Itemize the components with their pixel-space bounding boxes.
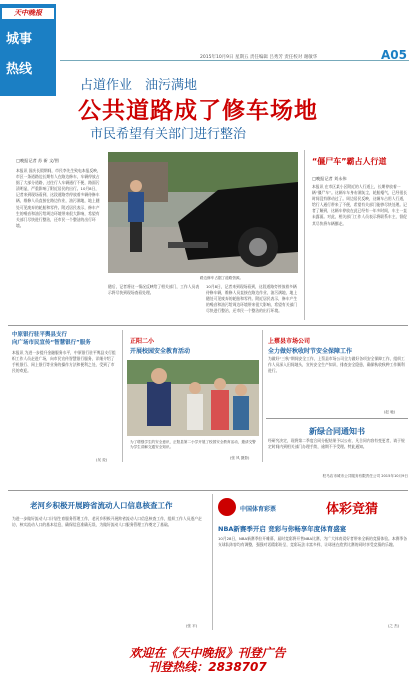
- ad-banner: [0, 634, 415, 674]
- ad-line-1: 欢迎在《天中晚报》刊登广告: [129, 646, 286, 660]
- bottom-left-body: 为进一步做好流动人口计划生育服务管理工作，老河乡积极开展跨省流动人口信息核查工作，组织工作人员逐户走访，核实流动人口的基本信息，确保信息准确无误，为做好流动人口服务管理工作奠定了基础。: [12, 516, 202, 528]
- notice-signature: 驻马店市城市公共服务有限责任公司 2015年10月9日: [322, 474, 408, 478]
- mid1-subtitle: 向广场市民宣传“智慧银行”服务: [12, 340, 91, 346]
- section-badge: [0, 4, 56, 96]
- lottery-logo: [218, 498, 236, 516]
- notice-body: 经研究决定，现将第二季度合同分配结果予以公布，凡合同内容有变更者，请于规定时间内到相关部门办理手续，逾期不予受理。特此通知。: [268, 438, 405, 450]
- bottom-left-byline: (张 平): [186, 624, 198, 628]
- bottom-left-title: 老河乡积极开展跨省流动人口信息核查工作: [30, 501, 173, 510]
- lottery-banner-title: 体彩竞猜: [326, 502, 379, 517]
- side-title: “僵尸车”霸占人行道: [312, 157, 387, 166]
- lead-body-col2: 随后，记者将这一情况反映给了相关部门，工作人员表示将尽快到现场查看处理。: [108, 284, 200, 296]
- lead-body-col3: 10月8日，记者来到现场看到，这段道路旁停放着多辆待修车辆，维修人员直接在路边作业，油污满地，地上随处可见废弃的轮胎和零件。附近居民表示，修车产生的噪音和油污给周边环境带来很大影响，希望有关部门尽快进行整治，还市民一个整洁的出行环境。: [206, 284, 298, 314]
- mid3-body: 为做好“三秋”期间安全工作，上蔡县市场公司全力做好各项安全保障工作，组织工作人员深入田间地头，宣传安全生产知识，排查安全隐患，确保秋收秋种工作顺利进行。: [268, 356, 405, 374]
- dateline: 2015年10月9日 星期五 责任编辑 吕秀芳 责任校对 谢敏华: [200, 55, 318, 60]
- sports-byline: (之 杰): [388, 624, 400, 628]
- lead-byline: □晚报记者 苏 新 文/图: [16, 158, 59, 163]
- lead-kicker: 占道作业 油污满地: [80, 78, 198, 93]
- side-body: 本报讯 在市区某小区附近的人行道上，长期停放着一辆“僵尸车”。这辆车车身布满灰尘，轮胎瘪气，已经很长时间没有移动过了。周边居民反映，这辆车占用人行道，给行人通行带来了不便，希望有关部门能够尽快处理。记者了解到，这辆车停放在此已经有一年多时间，车主一直未露面。对此，相关部门工作人员表示将联系车主，督促其尽快将车辆挪走。: [312, 184, 408, 226]
- side-byline: □晚报记者 刘永伟: [312, 176, 347, 181]
- mid2-caption: 为了增强学生的安全意识，正阳县第二小学开展了校园安全教育活动，邀请交警为学生讲解交通安全知识。: [130, 440, 256, 449]
- ad-line-2: 刊登热线：2838707: [148, 660, 267, 674]
- page-number: A05: [381, 48, 407, 62]
- lead-subhead: 市民希望有关部门进行整治: [90, 127, 247, 142]
- sports-title: NBA新赛季开启 竞彩与你畅享年度体育盛宴: [218, 525, 347, 533]
- section-name-2: 热线: [6, 62, 33, 77]
- lead-photo-caption: 路边修车占据了道路资源。: [200, 276, 244, 280]
- lead-headline: 公共道路成了修车场地: [78, 98, 318, 124]
- mid1-byline: (吴 荧): [96, 458, 108, 462]
- header-rule: [60, 60, 409, 61]
- mid1-body: 本报讯 为进一步提升金融服务水平，中原银行驻平舆县支行组织工作人员走进广场，向市民宣传智慧银行服务，详细介绍了手机银行、网上银行等业务的操作方法和便利之处，受到了市民的欢迎。: [12, 350, 116, 374]
- lottery-banner: 中国体育彩票: [240, 506, 277, 513]
- mid1-title: 中原银行驻平舆县支行: [12, 332, 68, 338]
- lead-body-col1: 本报讯 国庆长假期间，市民李先生致电本报反映，市区一条道路边长期有人在路边修车，车辆停放占据了大部分道路，过往行人车辆通行不便，路面污渍明显，严重影响了附近居民的出行。10月8日，记者来到现场看到，这段道路旁停放着多辆待修车辆，维修人员直接在路边作业，油污满地，地上随处可见废弃的轮胎和零件。附近居民表示，修车产生的噪音和油污给周边环境带来很大影响，希望有关部门尽快进行整治，还市民一个整洁的出行环境。: [16, 168, 101, 228]
- mid2-photo: [127, 360, 259, 436]
- mid2-title: 正阳二小: [130, 338, 155, 345]
- mid2-byline: (张 风 摄影): [230, 456, 250, 460]
- lead-photo: [108, 152, 298, 273]
- sports-body: 10月28日，NBA新赛季拉开帷幕，届时竞彩将开售NBA比赛，为广大体育爱好者带来全新的竞猜体验。本赛季各支球队阵容均有调整，强强对话精彩纷呈，竞彩玩法丰富多样，让球迷在欣赏比赛的同时享受竞猜的乐趣。: [218, 536, 408, 548]
- mid3-title: 上蔡县市场公司: [268, 338, 311, 345]
- paper-logo: 天中晚报: [2, 8, 54, 19]
- mid3-byline: (赵 驰): [384, 410, 396, 414]
- section-name-1: 城事: [6, 32, 33, 47]
- mid2-subtitle: 开展校园安全教育活动: [130, 348, 191, 355]
- mid3-subtitle: 全力做好秋收时节安全保障工作: [268, 348, 353, 355]
- notice-title: 新绿合同通知书: [309, 427, 365, 436]
